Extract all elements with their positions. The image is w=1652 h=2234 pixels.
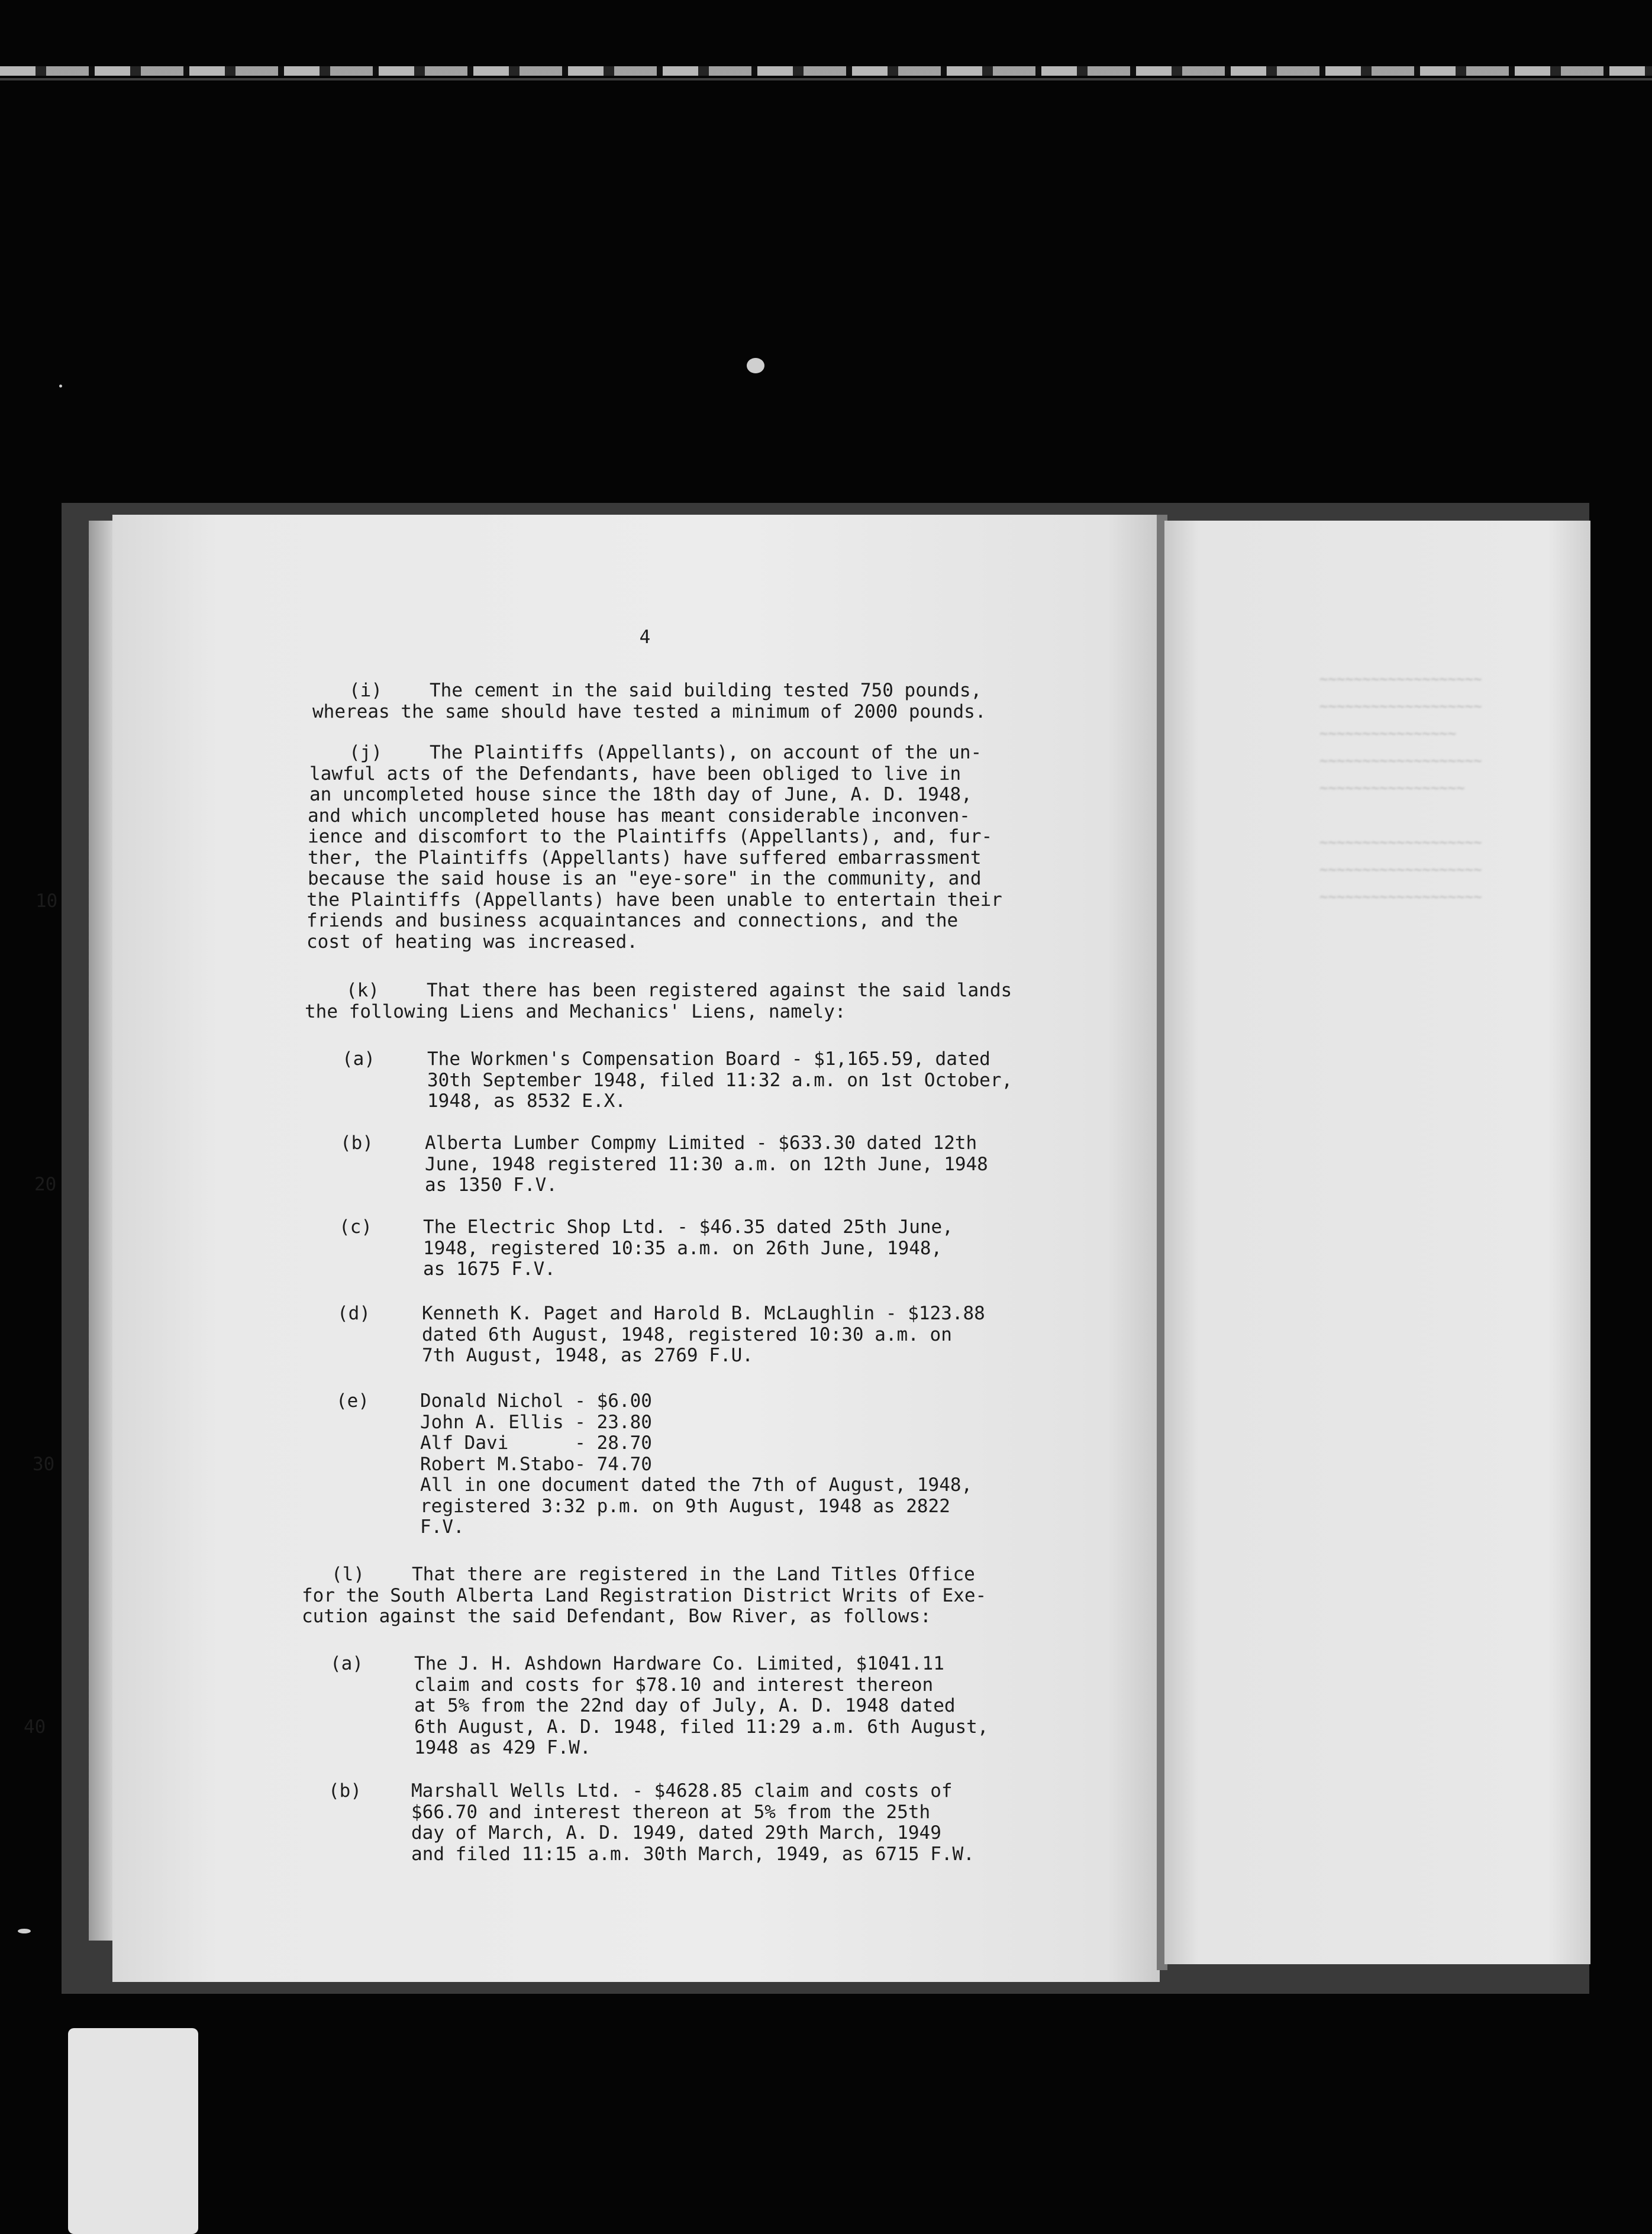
text-line: The J. H. Ashdown Hardware Co. Limited, $1041.11	[414, 1653, 944, 1674]
text-line: for the South Alberta Land Registration District Writs of Exe-	[302, 1584, 987, 1606]
text-line: The Workmen's Compensation Board - $1,165.59, dated	[427, 1048, 990, 1070]
film-tab	[68, 2028, 198, 2234]
item-label: (d)	[337, 1303, 370, 1324]
text-line: cost of heating was increased.	[306, 931, 638, 953]
film-edge-line	[0, 78, 1652, 80]
text-line: 30th September 1948, filed 11:32 a.m. on 1st October,	[427, 1069, 1013, 1091]
line-number: 10	[36, 890, 58, 912]
text-line: an uncompleted house since the 18th day of June, A. D. 1948,	[309, 784, 972, 805]
text-line: day of March, A. D. 1949, dated 29th March, 1949	[411, 1822, 941, 1844]
text-line: dated 6th August, 1948, registered 10:30 a.m. on	[422, 1323, 952, 1345]
text-line: The Electric Shop Ltd. - $46.35 dated 25th June,	[423, 1216, 953, 1238]
dust-speck	[18, 1929, 31, 1933]
text-line: as 1350 F.V.	[425, 1174, 557, 1196]
text-line: ther, the Plaintiffs (Appellants) have suffered embarrassment	[308, 847, 982, 869]
item-label: (a)	[342, 1048, 375, 1070]
text-line: and filed 11:15 a.m. 30th March, 1949, as 6715 F.W.	[411, 1843, 975, 1865]
text-line: the Plaintiffs (Appellants) have been unable to entertain their	[306, 889, 1002, 911]
text-line: cution against the said Defendant, Bow River, as follows:	[302, 1606, 931, 1627]
paragraph-l	[225, 1564, 1065, 1628]
paragraph-k	[225, 980, 1065, 1022]
text-line: F.V.	[420, 1516, 464, 1538]
line-number: 30	[33, 1454, 55, 1475]
line-number: 20	[34, 1174, 57, 1195]
text-line: The cement in the said building tested 750 pounds,	[430, 680, 982, 701]
text-line: That there has been registered against the said lands	[427, 980, 1012, 1001]
text-line: at 5% from the 22nd day of July, A. D. 1948 dated	[414, 1695, 956, 1716]
right-page-bleed-through: ~~~~~~~~~~~~~~~~~~~ ~~~~~~~~~~~~~~~~~~~ ~~~~~~~~~~~~~~~~ ~~~~~~~~~~~~~~~~~~~ ~~~~~~~~~~~~~~~~~ ~~~~~~~~~~~~~~~~~~~ ~~~~~~~~~~~~~~~~~~~ ~~~~~~~~~~~~~~~~~~~	[1319, 671, 1482, 905]
text-line: claim and costs for $78.10 and interest thereon	[414, 1674, 934, 1696]
page-number: 4	[639, 627, 651, 648]
text-line: ience and discomfort to the Plaintiffs (Appellants), and, fur-	[308, 826, 993, 847]
dust-speck	[747, 358, 764, 373]
item-label: (c)	[339, 1216, 372, 1238]
text-line: Marshall Wells Ltd. - $4628.85 claim and costs of	[411, 1780, 953, 1802]
paragraph-i	[225, 680, 1065, 722]
text-line: Donald Nichol - $6.00	[420, 1390, 652, 1412]
text-line: because the said house is an "eye-sore" in the community, and	[308, 868, 982, 889]
paragraph-label: (j)	[349, 742, 382, 763]
text-line: June, 1948 registered 11:30 a.m. on 12th June, 1948	[425, 1153, 988, 1175]
item-label: (b)	[328, 1780, 362, 1802]
item-label: (a)	[330, 1653, 363, 1674]
text-line: Robert M.Stabo- 74.70	[420, 1453, 652, 1475]
text-line: 7th August, 1948, as 2769 F.U.	[422, 1345, 753, 1366]
paragraph-j	[225, 742, 1065, 953]
text-line: as 1675 F.V.	[423, 1258, 556, 1280]
text-line: 6th August, A. D. 1948, filed 11:29 a.m. 6th August,	[414, 1716, 989, 1738]
text-line: 1948, registered 10:35 a.m. on 26th June, 1948,	[423, 1237, 943, 1259]
text-line: registered 3:32 p.m. on 9th August, 1948 as 2822	[420, 1495, 950, 1517]
text-line: The Plaintiffs (Appellants), on account of the un-	[430, 742, 982, 763]
text-line: the following Liens and Mechanics' Liens, namely:	[305, 1000, 846, 1022]
dust-speck	[59, 385, 62, 388]
text-line: That there are registered in the Land Titles Office	[412, 1564, 975, 1585]
item-label: (e)	[336, 1390, 369, 1412]
text-line: Kenneth K. Paget and Harold B. McLaughlin - $123.88	[422, 1303, 985, 1324]
text-line: friends and business acquaintances and connections, and the	[306, 910, 959, 931]
paragraph-label: (k)	[346, 980, 379, 1001]
text-line: 1948, as 8532 E.X.	[427, 1090, 626, 1112]
text-line: All in one document dated the 7th of August, 1948,	[420, 1474, 973, 1496]
paragraph-label: (i)	[349, 680, 382, 701]
text-line: Alberta Lumber Compmy Limited - $633.30 dated 12th	[425, 1132, 977, 1154]
text-line: John A. Ellis - 23.80	[420, 1411, 652, 1433]
text-line: 1948 as 429 F.W.	[414, 1737, 591, 1758]
line-number: 40	[24, 1716, 46, 1738]
paragraph-label: (l)	[331, 1564, 364, 1585]
item-label: (b)	[340, 1132, 373, 1154]
page-stack-edge	[89, 521, 112, 1941]
film-edge	[0, 66, 1652, 76]
text-line: lawful acts of the Defendants, have been obliged to live in	[309, 763, 961, 785]
text-line: and which uncompleted house has meant considerable inconven-	[308, 805, 970, 827]
text-line: whereas the same should have tested a minimum of 2000 pounds.	[312, 700, 986, 722]
text-line: Alf Davi - 28.70	[420, 1432, 652, 1454]
text-line: $66.70 and interest thereon at 5% from the 25th	[411, 1801, 931, 1823]
